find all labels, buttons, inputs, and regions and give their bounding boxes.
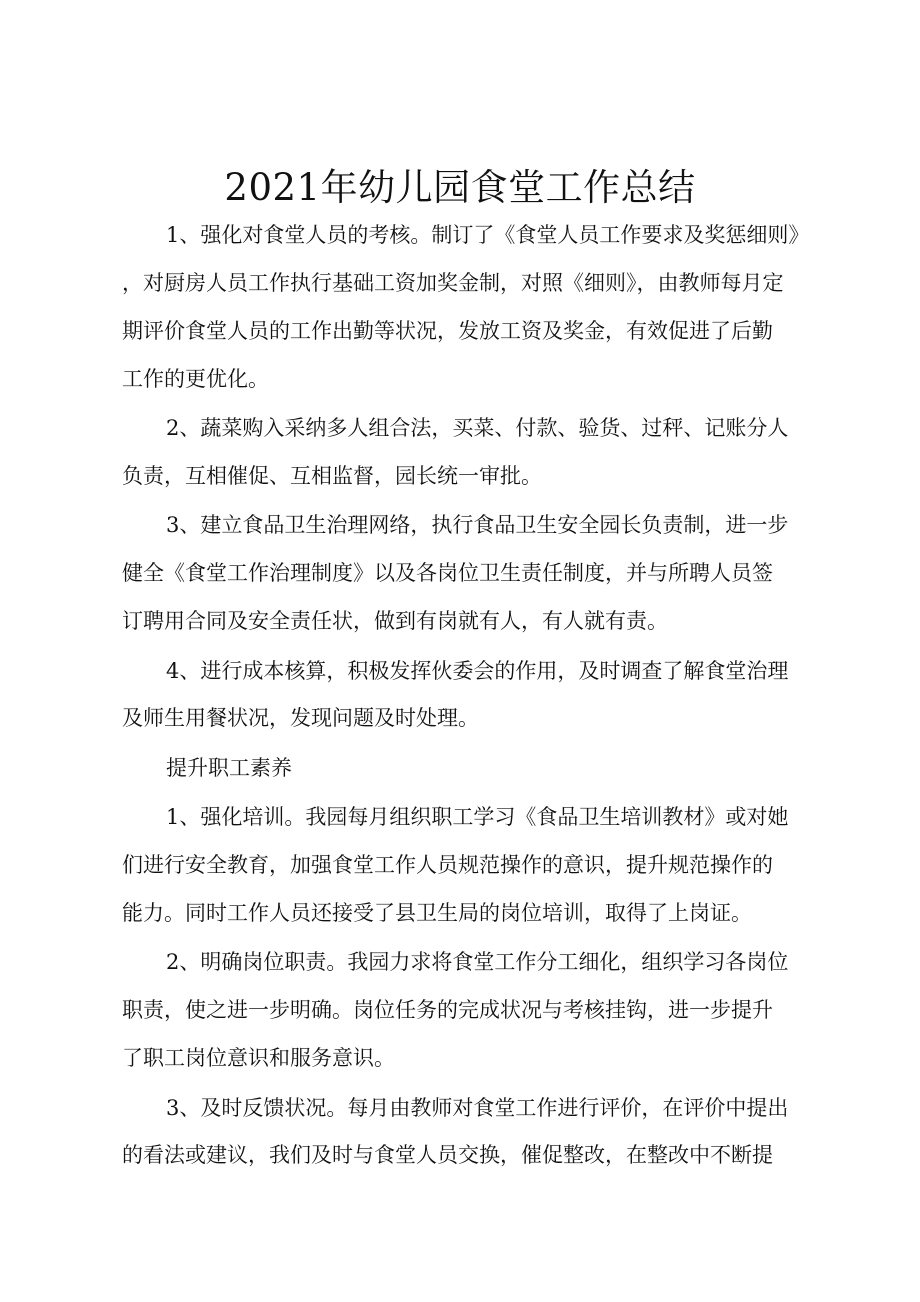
paragraph-3-line-1: 3、建立食品卫生治理网络，执行食品卫生安全园长负责制，进一步 <box>166 513 789 538</box>
document-body <box>122 212 812 1180</box>
paragraph-2-line-2: 负责，互相催促、互相监督，园长统一审批。 <box>122 463 542 488</box>
paragraph-1-line-1: 1、强化对食堂人员的考核。制订了《食堂人员工作要求及奖惩细则》 <box>166 223 810 247</box>
paragraph-1-line-3: 期评价食堂人员的工作出勤等状况，发放工资及奖金，有效促进了后勤 <box>122 318 773 343</box>
paragraph-4-line-2: 及师生用餐状况，发现问题及时处理。 <box>122 706 479 731</box>
paragraph-7-line-1: 3、及时反馈状况。每月由教师对食堂工作进行评价，在评价中提出 <box>166 1095 789 1120</box>
paragraph-5-line-3: 能力。同时工作人员还接受了县卫生局的岗位培训，取得了上岗证。 <box>122 900 752 925</box>
paragraph-3-line-2: 健全《食堂工作治理制度》以及各岗位卫生责任制度，并与所聘人员签 <box>122 561 773 586</box>
paragraph-6-line-2: 职责，使之进一步明确。岗位任务的完成状况与考核挂钩，进一步提升 <box>122 998 773 1023</box>
paragraph-7-line-2: 的看法或建议，我们及时与食堂人员交换，催促整改，在整改中不断提 <box>122 1143 773 1168</box>
paragraph-3-line-3: 订聘用合同及安全责任状，做到有岗就有人，有人就有责。 <box>122 609 668 634</box>
paragraph-1-line-4: 工作的更优化。 <box>122 366 269 391</box>
document-title: 2021年幼儿园食堂工作总结 <box>224 166 696 209</box>
paragraph-6-line-3: 了职工岗位意识和服务意识。 <box>122 1046 395 1071</box>
paragraph-5-line-2: 们进行安全教育，加强食堂工作人员规范操作的意识，提升规范操作的 <box>122 853 773 878</box>
paragraph-1-line-2: ，对厨房人员工作执行基础工资加奖金制，对照《细则》，由教师每月定 <box>122 270 784 295</box>
paragraph-4-line-1: 4、进行成本核算，积极发挥伙委会的作用，及时调查了解食堂治理 <box>166 658 789 683</box>
section-heading: 提升职工素养 <box>166 755 292 780</box>
paragraph-2-line-1: 2、蔬菜购入采纳多人组合法，买菜、付款、验货、过秤、记账分人 <box>166 416 789 441</box>
paragraph-6-line-1: 2、明确岗位职责。我园力求将食堂工作分工细化，组织学习各岗位 <box>166 950 789 975</box>
paragraph-5-line-1: 1、强化培训。我园每月组织职工学习《食品卫生培训教材》或对她 <box>166 805 789 830</box>
